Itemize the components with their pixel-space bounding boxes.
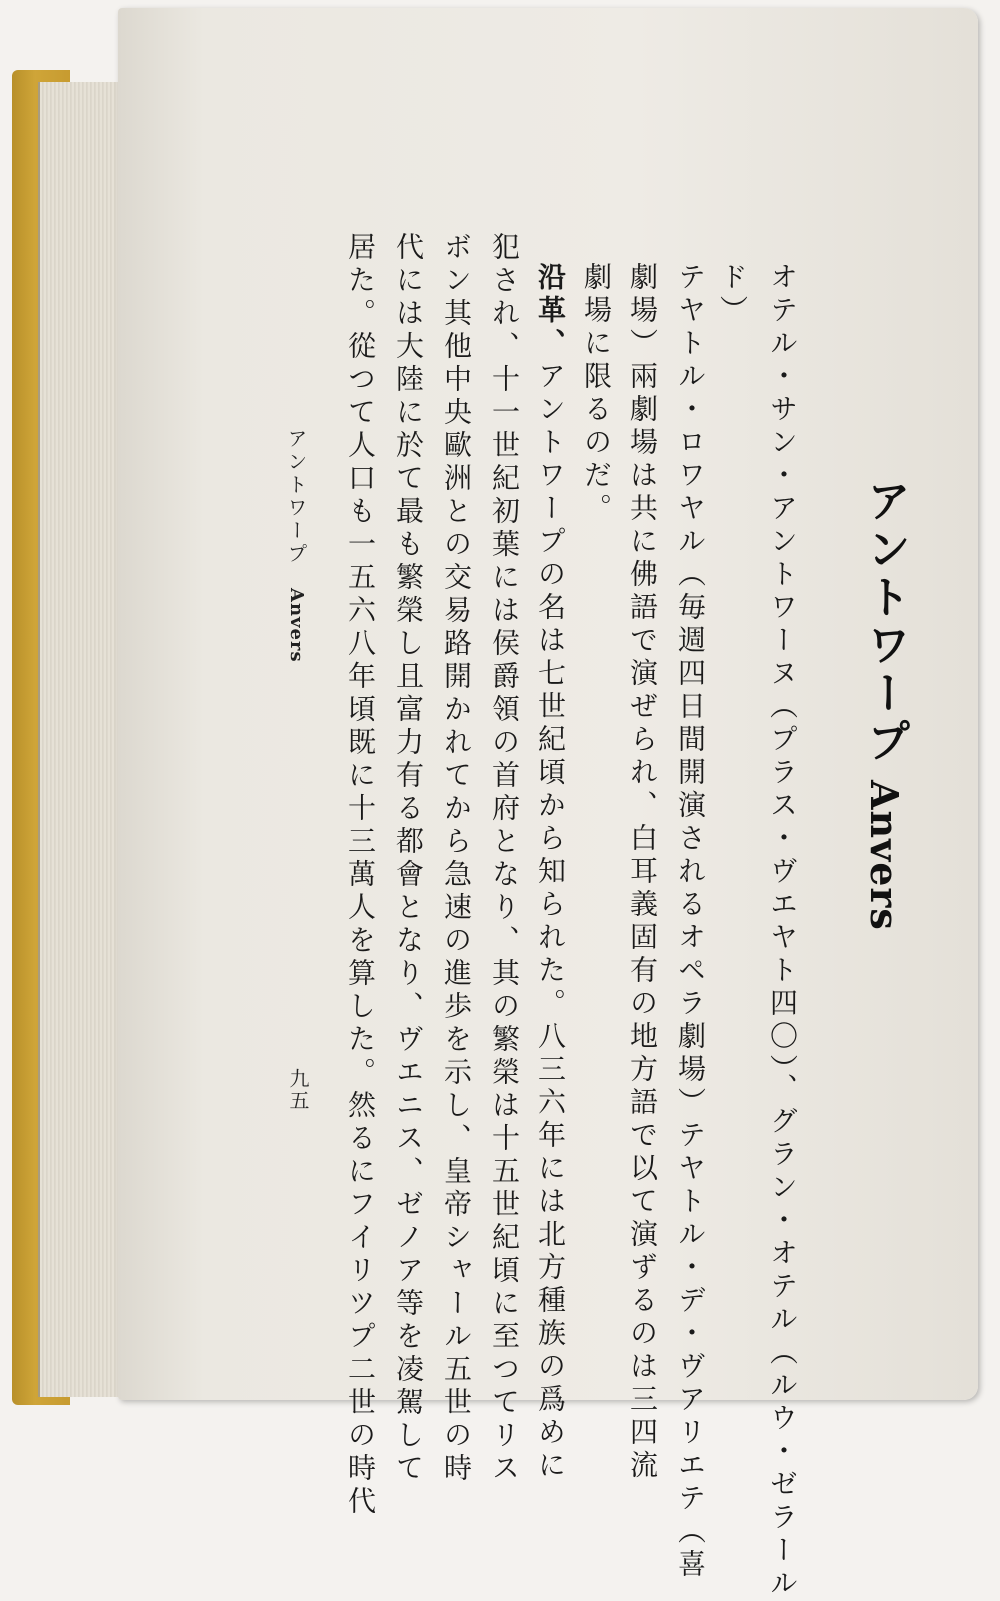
- section-label: 沿革、: [534, 262, 567, 361]
- text-line-6: [534, 262, 567, 1483]
- text-line-8: ボン其他中央歐洲との交易路開かれてから急速の進歩を示し、皇帝シャール五世の時: [440, 232, 473, 1486]
- text-line-1: オテル・サン・アントワーヌ（プラス・ヴエヤト四〇）、グラン・オテル（ルウ・ゼラール: [766, 262, 799, 1601]
- title-latin: Anvers: [862, 780, 907, 931]
- section-title: [852, 478, 916, 931]
- running-head-latin: Anvers: [286, 588, 307, 663]
- text-line-5: 劇場に限るのだ。: [580, 262, 613, 526]
- text-line-9: 代には大陸に於て最も繁榮し且富力有る都會となり、ヴエニス、ゼノア等を凌駕して: [392, 232, 425, 1486]
- running-head: [282, 428, 311, 663]
- title-japanese: アントワープ: [859, 478, 910, 766]
- text-line-4: 劇場）兩劇場は共に佛語で演ぜられ、白耳義固有の地方語で以て演ずるのは三四流: [626, 262, 659, 1483]
- page-number: 九五: [286, 1068, 310, 1112]
- text-line-10: 居た。從つて人口も一五六八年頃既に十三萬人を算した。然るにフイリツプ二世の時代: [344, 232, 377, 1519]
- text-line-7: 犯され、十一世紀初葉には侯爵領の首府となり、其の繁榮は十五世紀頃に至つてリス: [488, 232, 521, 1486]
- text-line-6-body: アントワープの名は七世紀頃から知られた。八三六年には北方種族の爲めに: [534, 361, 567, 1483]
- text-line-3: テヤトル・ロワヤル（毎週四日間開演されるオペラ劇場）テヤトル・デ・ヴアリエテ（喜: [674, 262, 707, 1582]
- text-line-2: ド）: [716, 262, 749, 328]
- running-head-japanese: アントワープ: [284, 428, 308, 566]
